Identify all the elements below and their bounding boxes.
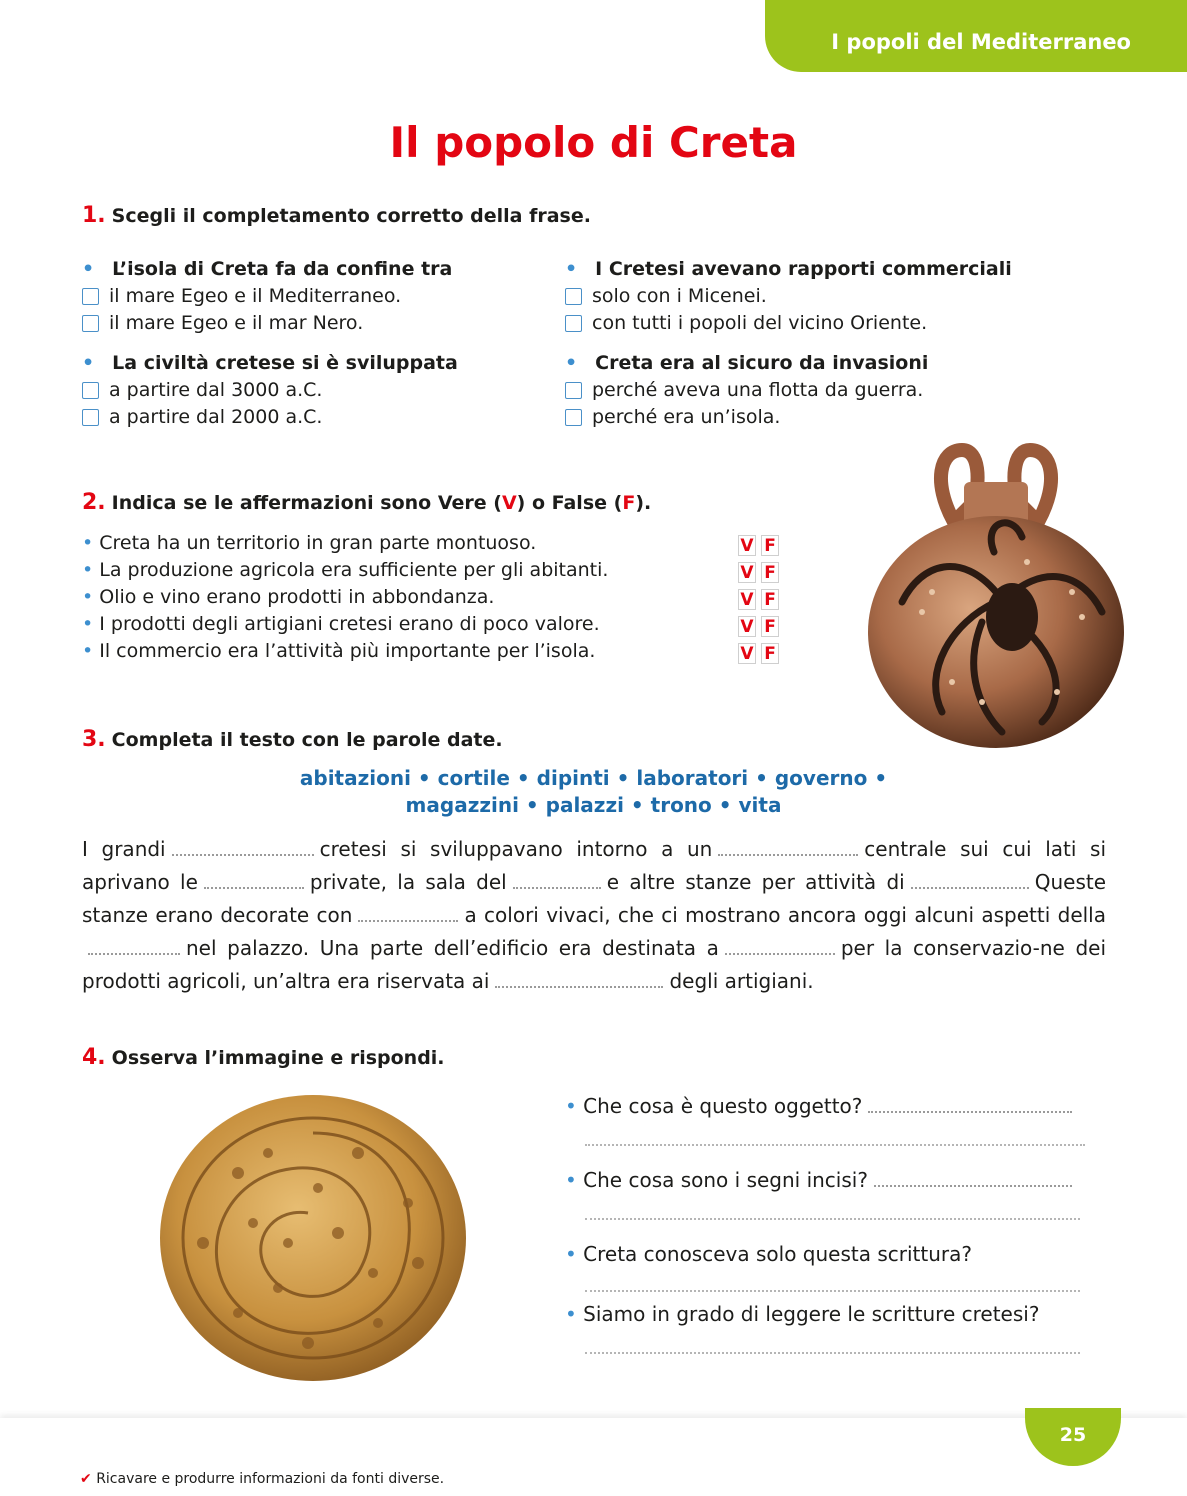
exercise-2-instruction-mid: ) o False (: [516, 492, 623, 514]
ex1-group-2: [565, 256, 1012, 337]
v-label: V: [501, 492, 517, 514]
exercise-2-heading: [82, 490, 651, 515]
answer-checkbox[interactable]: [82, 315, 99, 332]
answer-checkbox[interactable]: [565, 409, 582, 426]
bullet-icon: •: [565, 1302, 584, 1326]
bullet-icon: •: [565, 1168, 584, 1192]
answer-line[interactable]: [874, 1171, 1072, 1187]
cloze-segment: I grandi: [82, 837, 166, 861]
section-label: I popoli del Mediterraneo: [831, 30, 1131, 54]
ex1-option: perché aveva una flotta da guerra.: [592, 379, 924, 401]
word-bank: [0, 765, 1187, 819]
exercise-4-heading: [82, 1045, 445, 1070]
page-number: 25: [1025, 1408, 1121, 1466]
ex1-option: con tutti i popoli del vicino Oriente.: [592, 312, 928, 334]
blank-field[interactable]: [172, 840, 314, 856]
ex4-question: Che cosa è questo oggetto?: [583, 1094, 863, 1118]
blank-field[interactable]: [204, 873, 304, 889]
cloze-segment: cretesi si sviluppavano intorno a un: [319, 837, 713, 861]
page-title: Il popolo di Creta: [389, 118, 798, 167]
answer-checkbox[interactable]: [82, 288, 99, 305]
answer-line[interactable]: [868, 1097, 1072, 1113]
bullet-icon: •: [82, 640, 100, 662]
ex2-statements: [82, 530, 608, 665]
ex4-question: Creta conosceva solo questa scrittura?: [583, 1242, 972, 1266]
exercise-1-number: 1.: [82, 203, 106, 228]
exercise-3-instruction: Completa il testo con le parole date.: [111, 729, 503, 751]
vf-boxes: [738, 532, 784, 667]
blank-field[interactable]: [88, 939, 180, 955]
ex4-question: Siamo in grado di leggere le scritture cretesi?: [583, 1302, 1040, 1326]
answer-line[interactable]: [585, 1290, 1080, 1292]
ex1-option: il mare Egeo e il mar Nero.: [109, 312, 364, 334]
cloze-text: [82, 833, 1106, 998]
phaistos-disc-image: [158, 1093, 468, 1383]
bullet-icon: •: [82, 559, 100, 581]
cloze-segment: Queste stanze erano decorate con: [82, 870, 1107, 927]
f-label: F: [622, 492, 636, 514]
answer-checkbox[interactable]: [565, 288, 582, 305]
true-box[interactable]: V: [738, 589, 756, 610]
bullet-icon: •: [82, 586, 100, 608]
true-box[interactable]: V: [738, 535, 756, 556]
ex1-option: a partire dal 3000 a.C.: [109, 379, 323, 401]
blank-field[interactable]: [911, 873, 1029, 889]
blank-field[interactable]: [718, 840, 858, 856]
cloze-segment: nel palazzo. Una parte dell’edificio era destinata a: [186, 936, 719, 960]
exercise-3-heading: [82, 727, 503, 752]
ex1-stem: I Cretesi avevano rapporti commerciali: [595, 258, 1012, 280]
true-box[interactable]: V: [738, 616, 756, 637]
exercise-2-instruction-pre: Indica se le affermazioni sono Vere (: [111, 492, 502, 514]
word-bank-line-1: abitazioni • cortile • dipinti • laboratori • governo •: [299, 766, 888, 790]
answer-checkbox[interactable]: [565, 315, 582, 332]
exercise-4-number: 4.: [82, 1045, 106, 1070]
exercise-2-number: 2.: [82, 490, 106, 515]
ex1-group-1: [82, 256, 452, 337]
ex1-stem: Creta era al sicuro da invasioni: [595, 352, 929, 374]
ex1-group-4: [565, 350, 928, 431]
ex1-group-3: [82, 350, 458, 431]
footer-note-row: [80, 1471, 444, 1487]
minoan-octopus-vase-image: [862, 442, 1130, 750]
answer-checkbox[interactable]: [82, 409, 99, 426]
exercise-1-heading: [82, 203, 591, 228]
blank-field[interactable]: [358, 906, 458, 922]
cloze-segment: a colori vivaci, che ci mostrano ancora oggi alcuni aspetti della: [464, 903, 1106, 927]
false-box[interactable]: F: [761, 562, 779, 583]
cloze-segment: centrale sui cui lati si aprivano le: [82, 837, 1106, 894]
cloze-segment: e altre stanze per attività di: [606, 870, 905, 894]
bullet-icon: •: [565, 1094, 584, 1118]
exercise-3-number: 3.: [82, 727, 106, 752]
ex1-option: solo con i Micenei.: [592, 285, 767, 307]
answer-checkbox[interactable]: [565, 382, 582, 399]
exercise-1-instruction: Scegli il completamento corretto della frase.: [111, 205, 591, 227]
check-icon: ✔: [80, 1471, 92, 1487]
ex4-question: Che cosa sono i segni incisi?: [583, 1168, 868, 1192]
bullet-icon: •: [565, 258, 578, 280]
ex1-option: perché era un’isola.: [592, 406, 781, 428]
blank-field[interactable]: [725, 939, 835, 955]
ex1-stem: L’isola di Creta fa da confine tra: [112, 258, 453, 280]
answer-line[interactable]: [585, 1144, 1085, 1146]
bullet-icon: •: [82, 613, 100, 635]
answer-line[interactable]: [585, 1352, 1080, 1354]
true-box[interactable]: V: [738, 562, 756, 583]
ex2-statement: I prodotti degli artigiani cretesi erano di poco valore.: [99, 613, 600, 635]
ex2-statement: Olio e vino erano prodotti in abbondanza.: [99, 586, 495, 608]
ex1-option: il mare Egeo e il Mediterraneo.: [109, 285, 402, 307]
ex2-statement: La produzione agricola era sufficiente per gli abitanti.: [99, 559, 609, 581]
answer-line[interactable]: [585, 1218, 1080, 1220]
bullet-icon: •: [82, 532, 100, 554]
blank-field[interactable]: [495, 972, 663, 988]
exercise-2-instruction-post: ).: [635, 492, 652, 514]
answer-checkbox[interactable]: [82, 382, 99, 399]
true-box[interactable]: V: [738, 643, 756, 664]
exercise-4-instruction: Osserva l’immagine e rispondi.: [111, 1047, 445, 1069]
ex2-statement: Il commercio era l’attività più importante per l’isola.: [99, 640, 596, 662]
bullet-icon: •: [82, 352, 95, 374]
ex1-stem: La civiltà cretese si è sviluppata: [112, 352, 458, 374]
footer-note: Ricavare e produrre informazioni da fonti diverse.: [96, 1471, 445, 1487]
ex2-statement: Creta ha un territorio in gran parte montuoso.: [99, 532, 537, 554]
bullet-icon: •: [565, 352, 578, 374]
bullet-icon: •: [82, 258, 95, 280]
false-box[interactable]: F: [761, 643, 779, 664]
word-bank-line-2: magazzini • palazzi • trono • vita: [405, 793, 782, 817]
false-box[interactable]: F: [761, 616, 779, 637]
cloze-segment: degli artigiani.: [669, 969, 814, 993]
section-tab: [765, 0, 1187, 72]
cloze-segment: per la conservazio-ne dei prodotti agricoli, un’altra era riservata ai: [82, 936, 1106, 993]
cloze-segment: private, la sala del: [309, 870, 507, 894]
blank-field[interactable]: [513, 873, 601, 889]
ex1-option: a partire dal 2000 a.C.: [109, 406, 323, 428]
bullet-icon: •: [565, 1242, 584, 1266]
false-box[interactable]: F: [761, 535, 779, 556]
false-box[interactable]: F: [761, 589, 779, 610]
